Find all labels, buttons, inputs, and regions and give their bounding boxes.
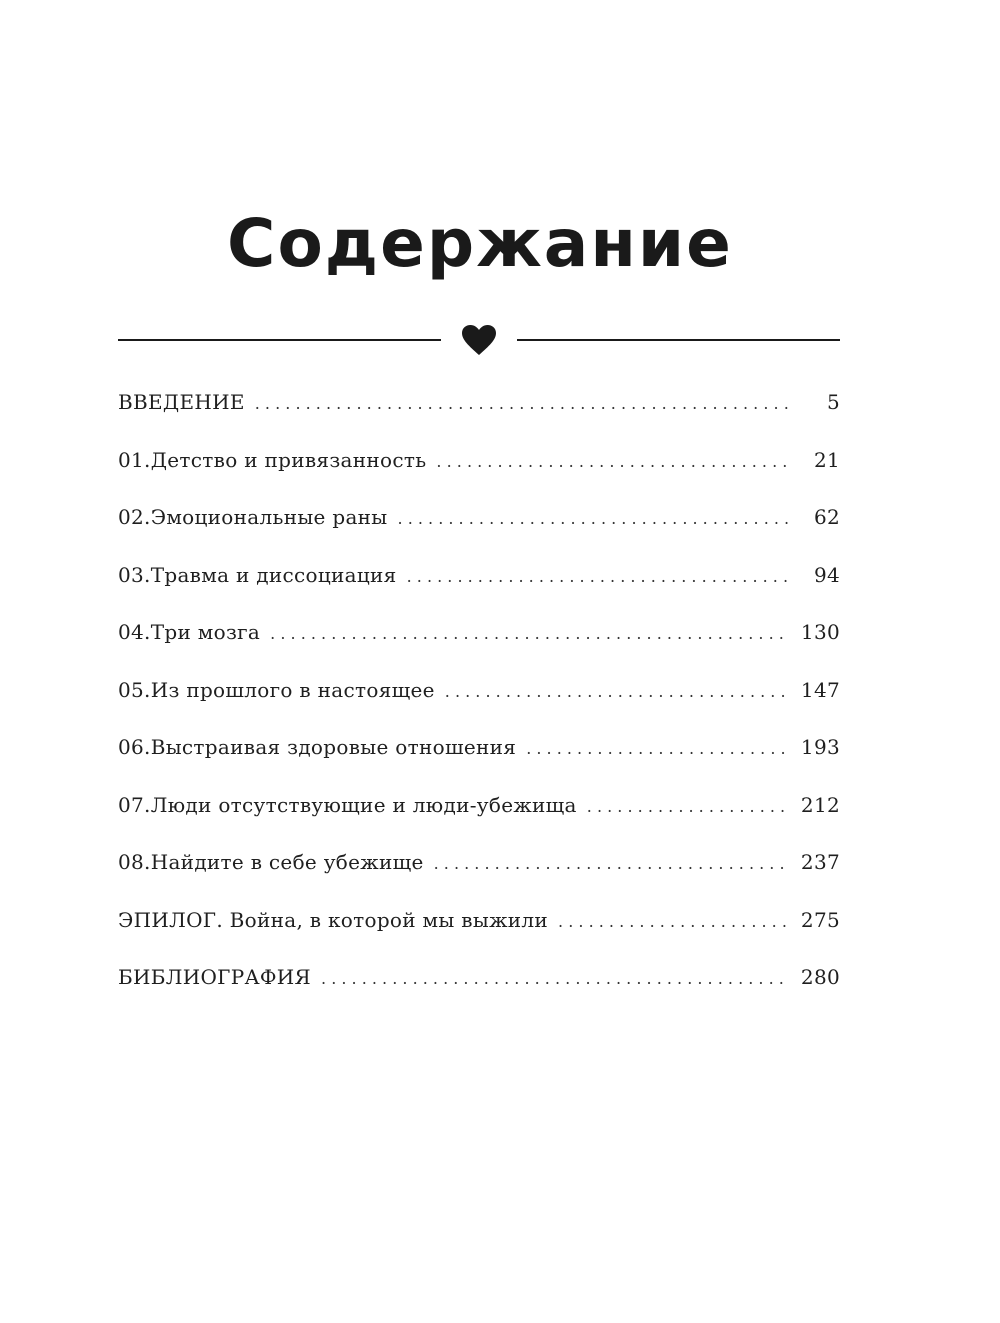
toc-entry-number: 04. <box>118 620 151 644</box>
dot-leader <box>558 912 790 931</box>
toc-entry-page: 147 <box>800 677 840 702</box>
toc-entry-label: Детство и привязанность <box>150 447 427 472</box>
dot-leader <box>526 739 790 758</box>
dot-leader <box>434 854 790 873</box>
toc-entry-label: Травма и диссоциация <box>150 562 397 587</box>
heart-icon <box>461 324 497 356</box>
toc-entry-page: 94 <box>813 562 840 587</box>
toc-entry-number: 07. <box>118 792 151 817</box>
toc-entry-number: 01. <box>118 447 151 472</box>
divider-line-right <box>517 339 840 341</box>
dot-leader <box>436 452 790 471</box>
dot-leader <box>587 797 790 816</box>
toc-entry-page: 280 <box>800 965 840 989</box>
toc-entry-number: 06. <box>118 735 151 759</box>
dot-leader <box>398 509 790 528</box>
dot-leader <box>445 682 790 701</box>
toc-entry-label: Люди отсутствующие и люди-убежища <box>150 792 577 817</box>
toc-entry-page: 21 <box>813 447 840 472</box>
divider-line-left <box>118 339 441 341</box>
toc-entry-chapter-05[interactable] <box>118 678 840 736</box>
toc-entry-label: Из прошлого в настоящее <box>150 677 435 702</box>
dot-leader <box>321 969 790 988</box>
title-divider <box>118 322 840 358</box>
toc-entry-chapter-04[interactable] <box>118 620 840 678</box>
dot-leader <box>255 394 790 413</box>
toc-entry-page: 237 <box>800 850 840 874</box>
toc-entry-page: 193 <box>800 735 840 759</box>
toc-entry-chapter-03[interactable] <box>118 563 840 621</box>
toc-entry-introduction[interactable] <box>118 390 840 448</box>
toc-entry-label: ВВЕДЕНИЕ <box>118 390 245 414</box>
toc-entry-label: Найдите в себе убежище <box>150 850 424 874</box>
toc-entry-chapter-02[interactable] <box>118 505 840 563</box>
table-of-contents <box>118 390 840 1023</box>
toc-entry-number: 05. <box>118 677 151 702</box>
dot-leader <box>270 624 790 643</box>
toc-entry-page: 212 <box>800 792 840 817</box>
toc-entry-label: Выстраивая здоровые отношения <box>150 735 517 759</box>
toc-entry-page: 275 <box>800 907 840 932</box>
toc-entry-label: БИБЛИОГРАФИЯ <box>118 965 312 989</box>
toc-entry-page: 130 <box>800 620 840 644</box>
toc-entry-chapter-01[interactable] <box>118 448 840 506</box>
toc-entry-epilogue[interactable] <box>118 908 840 966</box>
toc-entry-number: 08. <box>118 850 151 874</box>
toc-entry-label: ЭПИЛОГ. Война, в которой мы выжили <box>118 907 549 932</box>
toc-entry-number: 02. <box>118 505 151 529</box>
toc-entry-number: 03. <box>118 562 151 587</box>
toc-entry-page: 62 <box>813 505 840 529</box>
toc-entry-page: 5 <box>826 390 840 414</box>
page-title: Содержание <box>227 205 733 282</box>
toc-entry-chapter-06[interactable] <box>118 735 840 793</box>
toc-entry-label: Эмоциональные раны <box>150 505 388 529</box>
toc-entry-chapter-07[interactable] <box>118 793 840 851</box>
dot-leader <box>407 567 790 586</box>
toc-entry-chapter-08[interactable] <box>118 850 840 908</box>
toc-entry-label: Три мозга <box>150 620 261 644</box>
toc-entry-bibliography[interactable] <box>118 965 840 1023</box>
